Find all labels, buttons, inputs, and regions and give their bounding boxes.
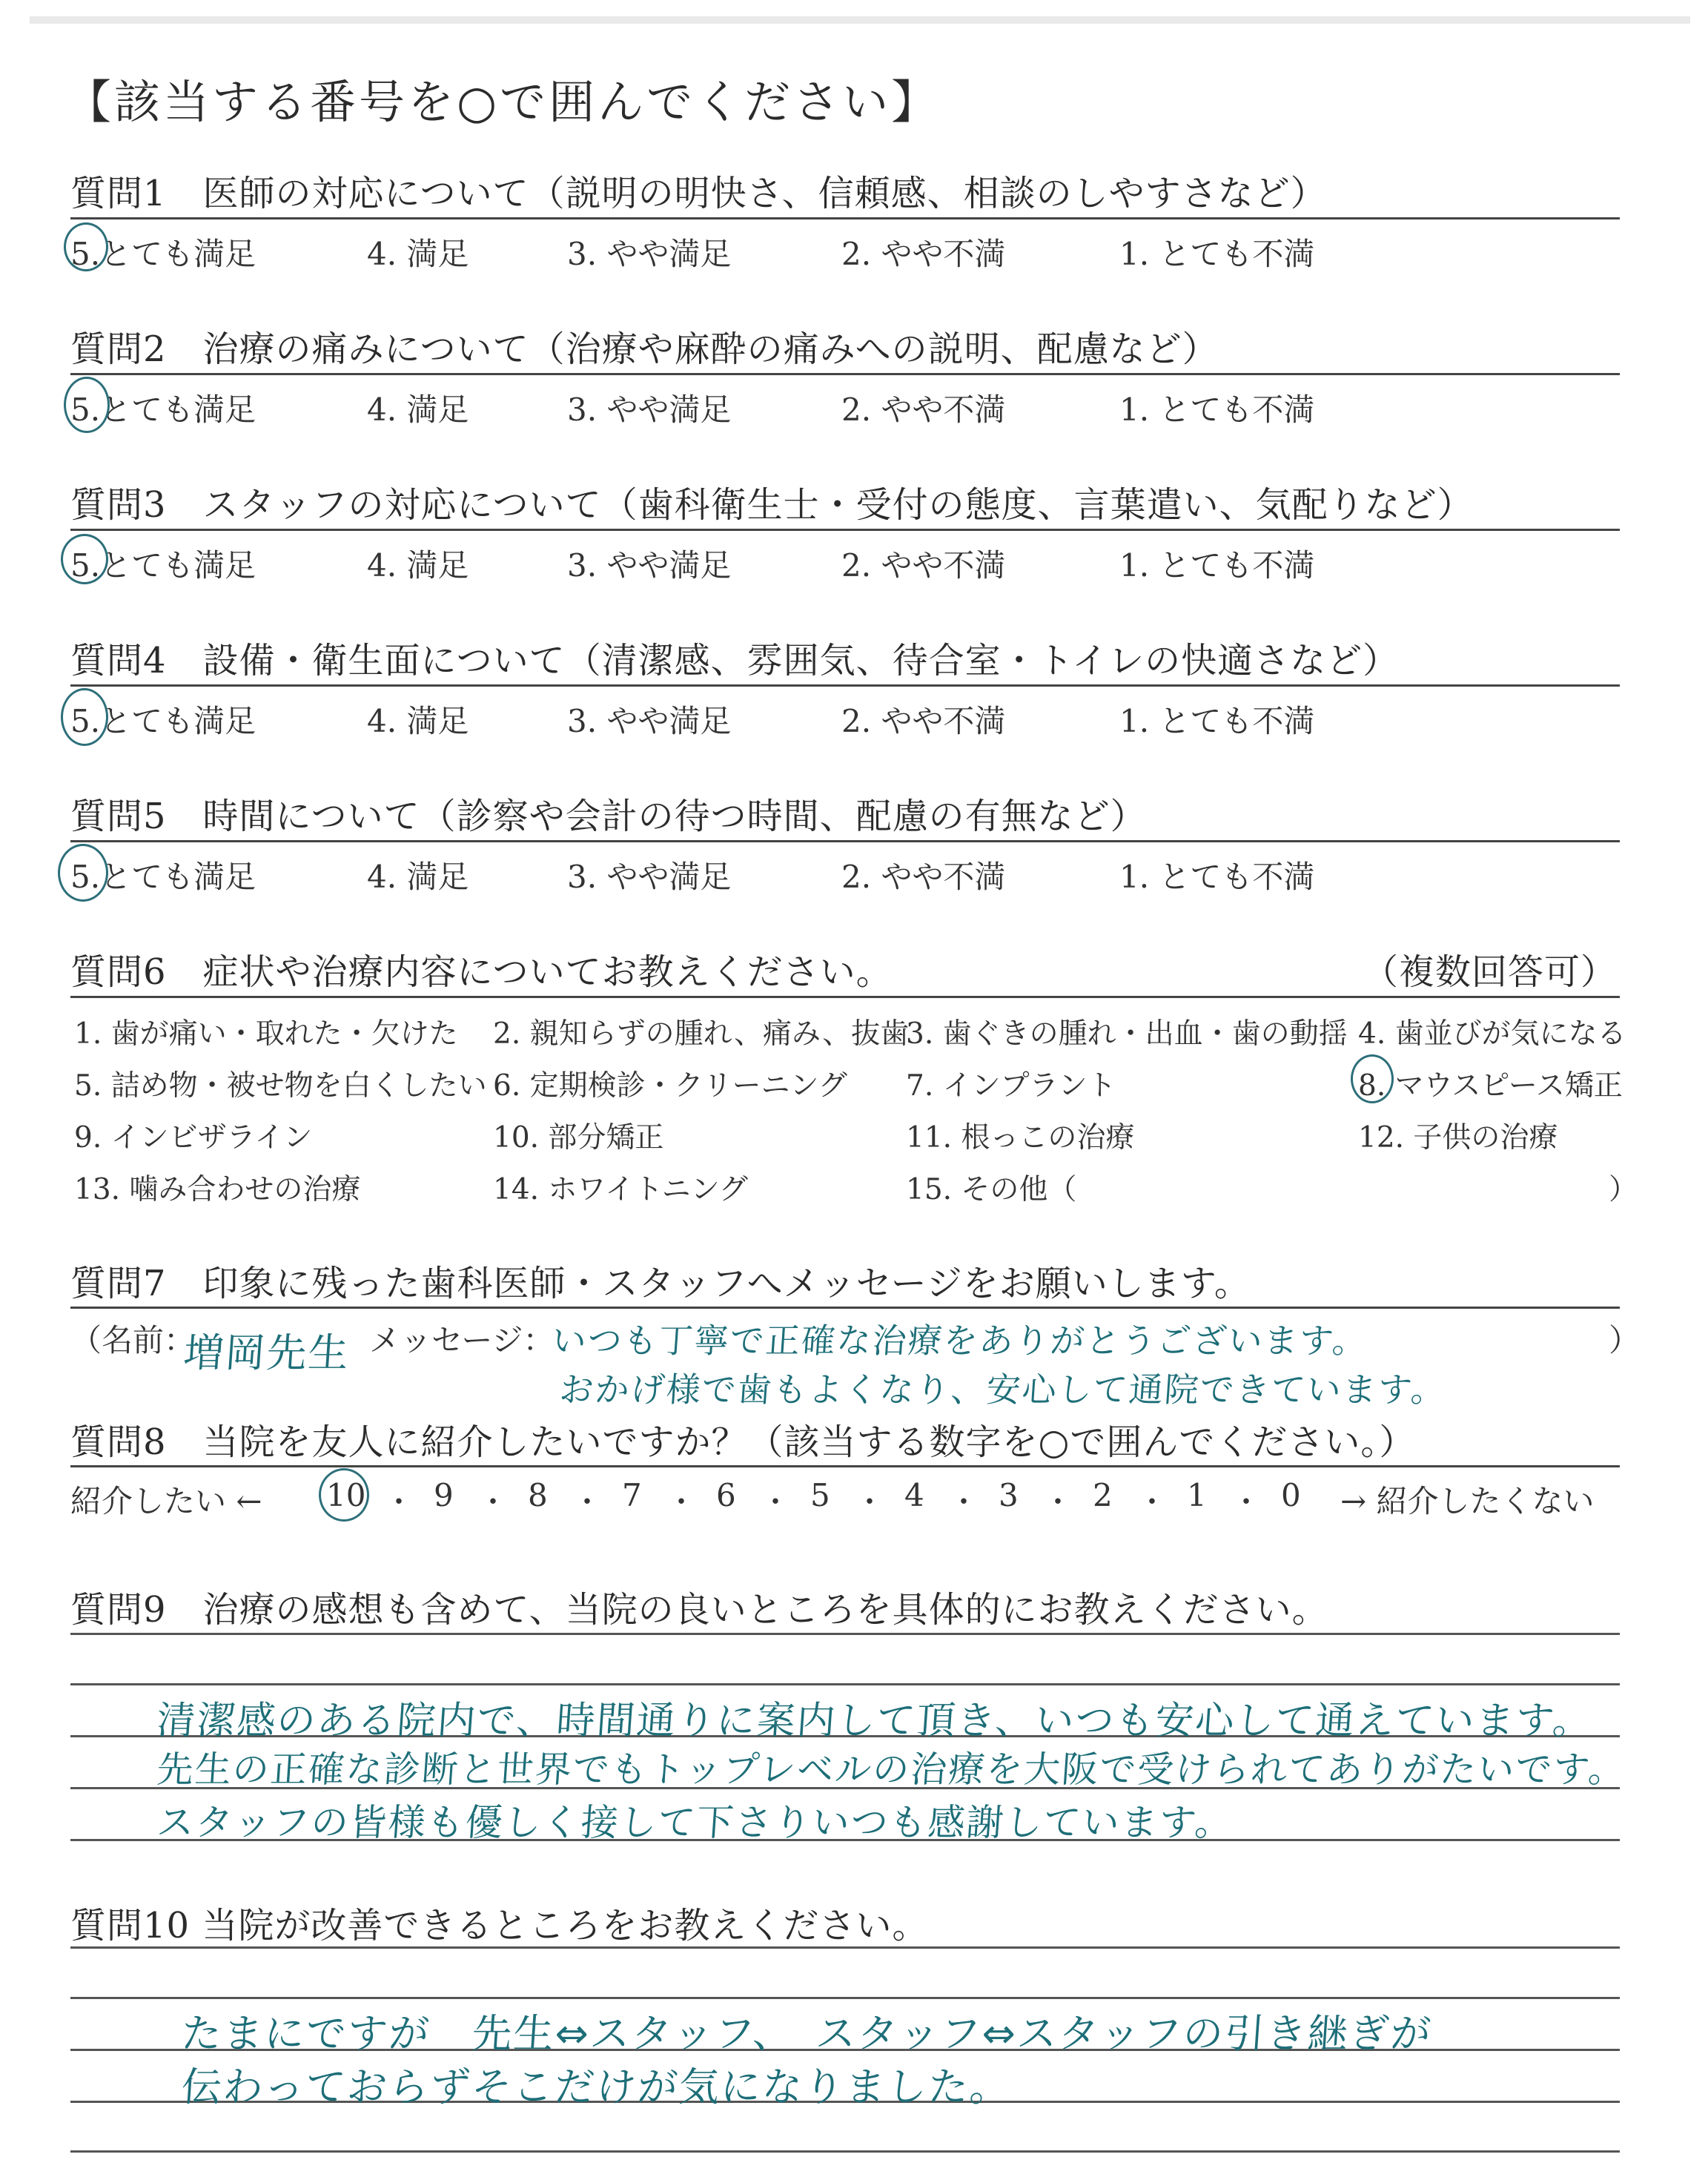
q7-name-label: （名前： xyxy=(70,1322,196,1358)
q6-multiple-note: （複数回答可） xyxy=(1363,951,1618,993)
q8-separator: ・ xyxy=(1137,1485,1167,1519)
q6-question: 質問6 症状や治療内容についてお教えください。 xyxy=(70,951,893,993)
q8-separator: ・ xyxy=(666,1485,696,1519)
page-top-edge xyxy=(30,16,1690,24)
q3-selection-circle xyxy=(61,534,108,584)
q3-option-2[interactable]: 2. やや不満 xyxy=(841,547,1006,584)
q8-question: 質問8 当院を友人に紹介したいですか？（該当する数字を○で囲んでください。） xyxy=(70,1421,1416,1463)
q8-scale-6[interactable]: 6 xyxy=(716,1477,736,1513)
q4-option-5[interactable]: 5.とても満足 xyxy=(70,703,256,739)
q6-item-11[interactable]: 11. 根っこの治療 xyxy=(906,1121,1135,1155)
q8-scale-1[interactable]: 1 xyxy=(1187,1477,1207,1513)
q1-option-5[interactable]: 5.とても満足 xyxy=(70,236,256,272)
q5-option-5[interactable]: 5.とても満足 xyxy=(70,859,256,895)
q10-writing-line xyxy=(70,1946,1620,1949)
q1-option-4[interactable]: 4. 満足 xyxy=(367,236,469,272)
q6-item-10[interactable]: 10. 部分矯正 xyxy=(493,1121,664,1155)
q1-option-3[interactable]: 3. やや満足 xyxy=(567,236,732,272)
q3-option-4[interactable]: 4. 満足 xyxy=(367,547,469,584)
q5-rule xyxy=(70,840,1620,842)
q2-selection-circle xyxy=(64,377,110,433)
q8-scale-2[interactable]: 2 xyxy=(1093,1477,1113,1513)
q6-other-close-paren: ） xyxy=(1609,1173,1638,1206)
q4-question: 質問4 設備・衛生面について（清潔感、雰囲気、待合室・トイレの快適さなど） xyxy=(70,640,1400,681)
q9-answer-line-1: 清潔感のある院内で、時間通りに案内して頂き、いつも安心して通えています。 xyxy=(155,1699,1595,1743)
q9-answer-line-3: スタッフの皆様も優しく接して下さりいつも感謝しています。 xyxy=(155,1801,1235,1844)
q8-separator: ・ xyxy=(572,1485,602,1519)
q3-question: 質問3 スタッフの対応について（歯科衛生士・受付の態度、言葉遣い、気配りなど） xyxy=(70,484,1474,526)
q8-separator: ・ xyxy=(478,1485,508,1519)
q3-option-5[interactable]: 5.とても満足 xyxy=(70,547,256,584)
q4-rule xyxy=(70,684,1620,687)
q1-question: 質問1 医師の対応について（説明の明快さ、信頼感、相談のしやすさなど） xyxy=(70,173,1327,214)
q2-option-1[interactable]: 1. とても不満 xyxy=(1119,392,1315,428)
q8-scale-5[interactable]: 5 xyxy=(810,1477,830,1513)
q8-separator: ・ xyxy=(949,1485,979,1519)
q1-option-1[interactable]: 1. とても不満 xyxy=(1119,236,1315,272)
q6-item-12[interactable]: 12. 子供の治療 xyxy=(1358,1121,1558,1155)
q2-option-2[interactable]: 2. やや不満 xyxy=(841,392,1006,428)
q10-question: 質問10 当院が改善できるところをお教えください。 xyxy=(70,1905,929,1946)
q6-item-1[interactable]: 1. 歯が痛い・取れた・欠けた xyxy=(74,1017,458,1051)
q4-option-1[interactable]: 1. とても不満 xyxy=(1119,703,1315,739)
q8-left-label: 紹介したい ← xyxy=(70,1483,262,1519)
q2-question: 質問2 治療の痛みについて（治療や麻酔の痛みへの説明、配慮など） xyxy=(70,328,1219,370)
q4-option-2[interactable]: 2. やや不満 xyxy=(841,703,1006,739)
q8-scale-7[interactable]: 7 xyxy=(622,1477,642,1513)
q9-answer-line-2: 先生の正確な診断と世界でもトップレベルの治療を大阪で受けられてありがたいです。 xyxy=(155,1748,1628,1791)
q7-question: 質問7 印象に残った歯科医師・スタッフへメッセージをお願いします。 xyxy=(70,1263,1251,1304)
q7-close-paren: ） xyxy=(1609,1322,1641,1358)
q8-separator: ・ xyxy=(1043,1485,1073,1519)
q9-writing-line xyxy=(70,1633,1620,1635)
q6-item-13[interactable]: 13. 噛み合わせの治療 xyxy=(74,1173,361,1206)
q2-option-3[interactable]: 3. やや満足 xyxy=(567,392,732,428)
q5-option-2[interactable]: 2. やや不満 xyxy=(841,859,1006,895)
q9-question: 質問9 治療の感想も含めて、当院の良いところを具体的にお教えください。 xyxy=(70,1589,1328,1631)
q8-separator: ・ xyxy=(761,1485,790,1519)
q6-item-15[interactable]: 15. その他（ xyxy=(906,1173,1077,1206)
q9-writing-line xyxy=(70,1683,1620,1685)
q2-option-5[interactable]: 5.とても満足 xyxy=(70,392,256,428)
q6-item-5[interactable]: 5. 詰め物・被せ物を白くしたい xyxy=(74,1069,487,1103)
q5-selection-circle xyxy=(58,844,108,902)
q8-scale-3[interactable]: 3 xyxy=(999,1477,1019,1513)
q7-message-line-1: いつも丁寧で正確な治療をありがとうございます。 xyxy=(550,1321,1370,1361)
q8-scale-8[interactable]: 8 xyxy=(528,1477,548,1513)
q8-scale-4[interactable]: 4 xyxy=(904,1477,924,1513)
q10-answer-line-2: 伝わっておらずそこだけが気になりました。 xyxy=(179,2064,1013,2110)
q5-question: 質問5 時間について（診察や会計の待つ時間、配慮の有無など） xyxy=(70,796,1147,837)
q8-scale-9[interactable]: 9 xyxy=(434,1477,454,1513)
q6-item-9[interactable]: 9. インビザライン xyxy=(74,1121,313,1155)
q6-item-14[interactable]: 14. ホワイトニング xyxy=(493,1173,748,1206)
q4-option-3[interactable]: 3. やや満足 xyxy=(567,703,732,739)
q6-item-8[interactable]: 8. マウスピース矯正 xyxy=(1358,1069,1623,1103)
q6-item-4[interactable]: 4. 歯並びが気になる xyxy=(1358,1017,1626,1051)
q6-rule xyxy=(70,996,1620,998)
q8-scale-10[interactable]: 10 xyxy=(326,1477,366,1513)
q3-option-3[interactable]: 3. やや満足 xyxy=(567,547,732,584)
q8-separator: ・ xyxy=(1231,1485,1261,1519)
q7-rule xyxy=(70,1307,1620,1309)
page-title: 【該当する番号を○で囲んでください】 xyxy=(65,75,941,129)
q2-option-4[interactable]: 4. 満足 xyxy=(367,392,469,428)
q8-right-label: → 紹介したくない xyxy=(1340,1483,1595,1519)
q5-option-1[interactable]: 1. とても不満 xyxy=(1119,859,1315,895)
q5-option-3[interactable]: 3. やや満足 xyxy=(567,859,732,895)
q10-writing-line xyxy=(70,1997,1620,1999)
q1-rule xyxy=(70,217,1620,219)
q10-writing-line xyxy=(70,2150,1620,2153)
q7-name-handwritten: 増岡先生 xyxy=(182,1330,351,1376)
q8-selection-circle xyxy=(319,1468,369,1522)
q5-option-4[interactable]: 4. 満足 xyxy=(367,859,469,895)
q6-item-2[interactable]: 2. 親知らずの腫れ、痛み、抜歯 xyxy=(493,1017,910,1051)
q6-item-3[interactable]: 3. 歯ぐきの腫れ・出血・歯の動揺 xyxy=(906,1017,1348,1051)
q6-item-6[interactable]: 6. 定期検診・クリーニング xyxy=(493,1069,847,1103)
q6-item-7[interactable]: 7. インプラント xyxy=(906,1069,1116,1103)
q8-rule xyxy=(70,1465,1620,1467)
q8-separator: ・ xyxy=(384,1485,414,1519)
q4-selection-circle xyxy=(61,688,108,746)
q7-message-line-2: おかげ様で歯もよくなり、安心して通院できています。 xyxy=(557,1370,1449,1410)
q6-selection-circle xyxy=(1351,1054,1394,1103)
q8-scale-0[interactable]: 0 xyxy=(1281,1477,1301,1513)
q2-rule xyxy=(70,373,1620,375)
q8-separator: ・ xyxy=(855,1485,884,1519)
q3-option-1[interactable]: 1. とても不満 xyxy=(1119,547,1315,584)
q4-option-4[interactable]: 4. 満足 xyxy=(367,703,469,739)
q1-selection-circle xyxy=(64,222,108,271)
q10-answer-line-1: たまにですが 先生⇔スタッフ、 スタッフ⇔スタッフの引き継ぎが xyxy=(179,2010,1434,2057)
q3-rule xyxy=(70,529,1620,531)
q1-option-2[interactable]: 2. やや不満 xyxy=(841,236,1006,272)
q7-message-label: メッセージ： xyxy=(369,1322,555,1358)
